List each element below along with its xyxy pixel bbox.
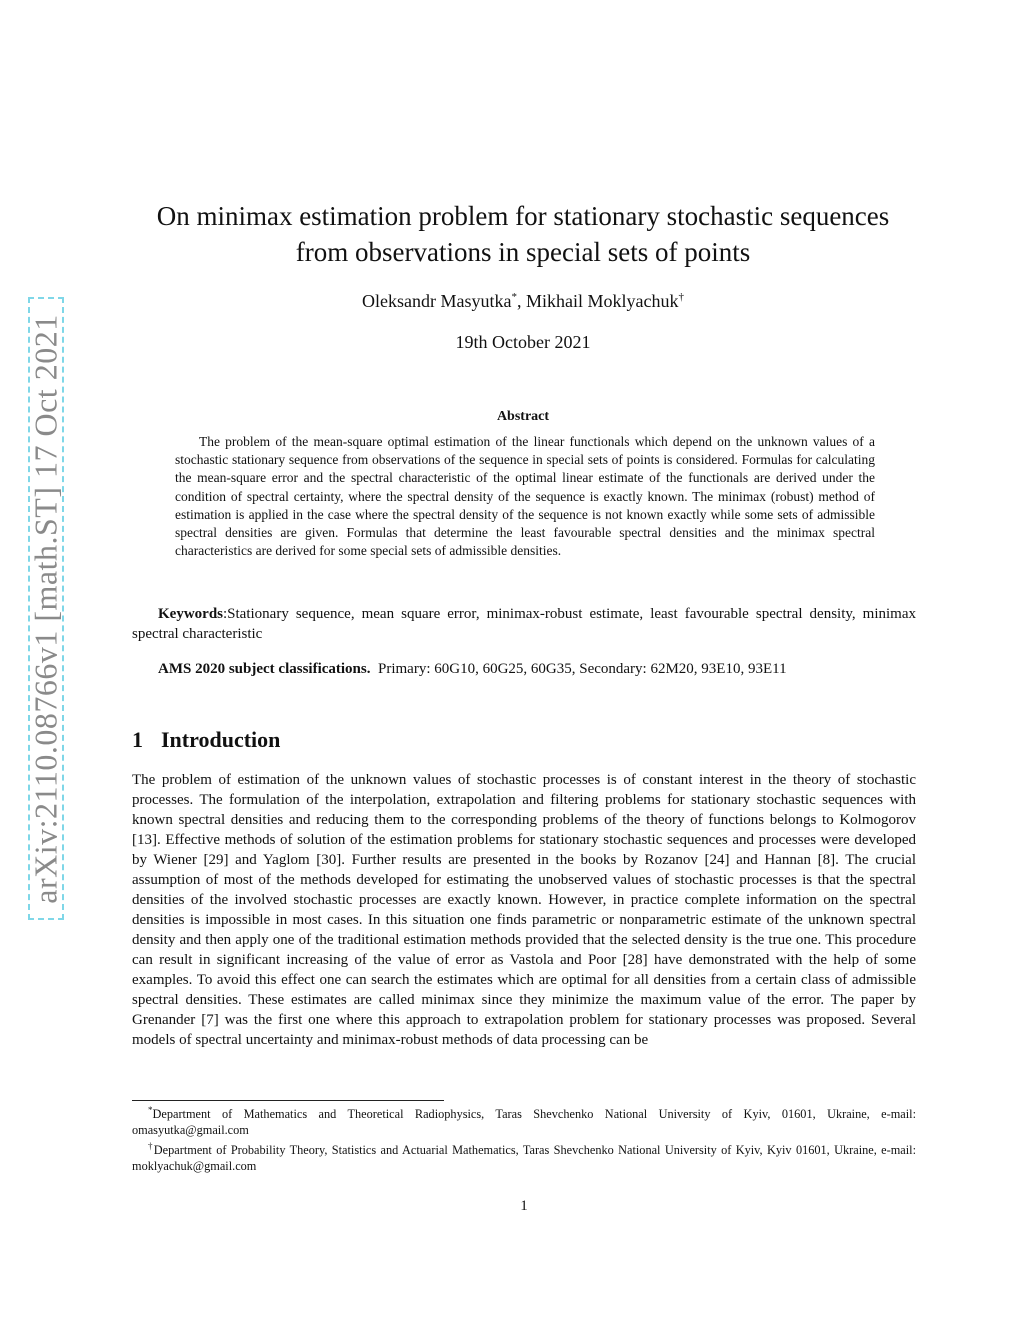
introduction-text: The problem of estimation of the unknown values of stochastic processes is of constant interest in the theory of stochastic processes. The formulation of the interpolation, extrapolation and filtering problems for stationary stochastic sequences with known spectral densities and reducing them to the corresponding problems of the theory of functions belongs to Kolmogorov [13]. Effective methods of solution of the estimation problems for stationary stochastic sequences and processes were developed by Wiener [29] and Yaglom [30]. Further results are presented in the books by Rozanov [24] and Hannan [8]. The crucial assumption of most of the methods developed for estimating the unobserved values of stochastic processes is that the spectral densities of the involved stochastic processes are exactly known. However, in practice complete information on the spectral densities is impossible in most cases. In this situation one finds parametric or nonparametric estimate of the unknown spectral density and then apply one of the traditional estimation methods provided that the selected density is the true one. This procedure can result in significant increasing of the value of error as Vastola and Poor [28] have demonstrated with the help of some examples. To avoid this effect one can search the estimates which are optimal for all densities from a certain class of admissible spectral densities. These estimates are called minimax since they minimize the maximum value of the error. The paper by Grenander [7] was the first one where this approach to extrapolation problem for stationary processes was proposed. Several models of spectral uncertainty and minimax-robust methods of data processing can be (132, 772, 916, 1048)
arxiv-stamp (28, 297, 64, 920)
author-name: Mikhail Moklyachuk (525, 291, 679, 311)
abstract-text: The problem of the mean-square optimal estimation of the linear functionals which depend on the unknown values of a stochastic stationary sequence from observations of the sequence in special sets of points is considered. Formulas for calculating the mean-square error and the spectral characteristic of the optimal linear estimate of the functionals are derived under the condition of spectral certainty, where the spectral density of the sequence is exactly known. The minimax (robust) method of estimation is applied in the case where the spectral density of the sequence is not known exactly while some sets of admissible spectral densities are given. Formulas that determine the least favourable spectral densities and the minimax spectral characteristics are derived for some special sets of admissible densities. (175, 434, 875, 559)
keywords-text: :Stationary sequence, mean square error, minimax-robust estimate, least favourable spectral density, minimax spectral characteristic (132, 606, 916, 642)
ams-label: AMS 2020 subject classifications. (158, 661, 371, 677)
author-separator: , (516, 291, 526, 311)
author-line (130, 291, 916, 312)
section-title: Introduction (161, 727, 281, 752)
paper-title: On minimax estimation problem for stationary stochastic sequences from observations in special sets of points (156, 201, 890, 267)
keywords-label: Keywords (158, 606, 223, 622)
footnote-text: Department of Mathematics and Theoretical Radiophysics, Taras Shevchenko National University of Kyiv, 01601, Ukraine, e-mail: omasyutka@gmail.com (132, 1107, 916, 1138)
footnote-mark: † (678, 291, 684, 303)
footnote (132, 1138, 916, 1174)
arxiv-identifier: arXiv:2110.08766v1 [math.ST] 17 Oct 2021 (27, 313, 64, 904)
footnote (132, 1102, 916, 1138)
footnotes (132, 1102, 916, 1174)
footnote-mark: * (148, 1105, 153, 1115)
paper-date: 19th October 2021 (455, 332, 591, 352)
section-heading (132, 727, 280, 753)
abstract-heading: Abstract (496, 409, 550, 424)
section-number: 1 (132, 727, 143, 752)
footnote-mark: * (511, 291, 517, 303)
author-name: Oleksandr Masyutka (362, 291, 512, 311)
footnote-divider (132, 1100, 444, 1101)
keywords-paragraph (132, 604, 916, 644)
footnote-mark: † (148, 1141, 154, 1152)
page-number: 1 (520, 1198, 528, 1214)
footnote-text: Department of Probability Theory, Statistics and Actuarial Mathematics, Taras Shevchenko National University of Kyiv, Kyiv 01601, Ukraine, e-mail: moklyachuk@gmail.com (132, 1143, 916, 1174)
ams-text: Primary: 60G10, 60G25, 60G35, Secondary: 62M20, 93E10, 93E11 (378, 661, 787, 677)
ams-classification (132, 659, 916, 679)
